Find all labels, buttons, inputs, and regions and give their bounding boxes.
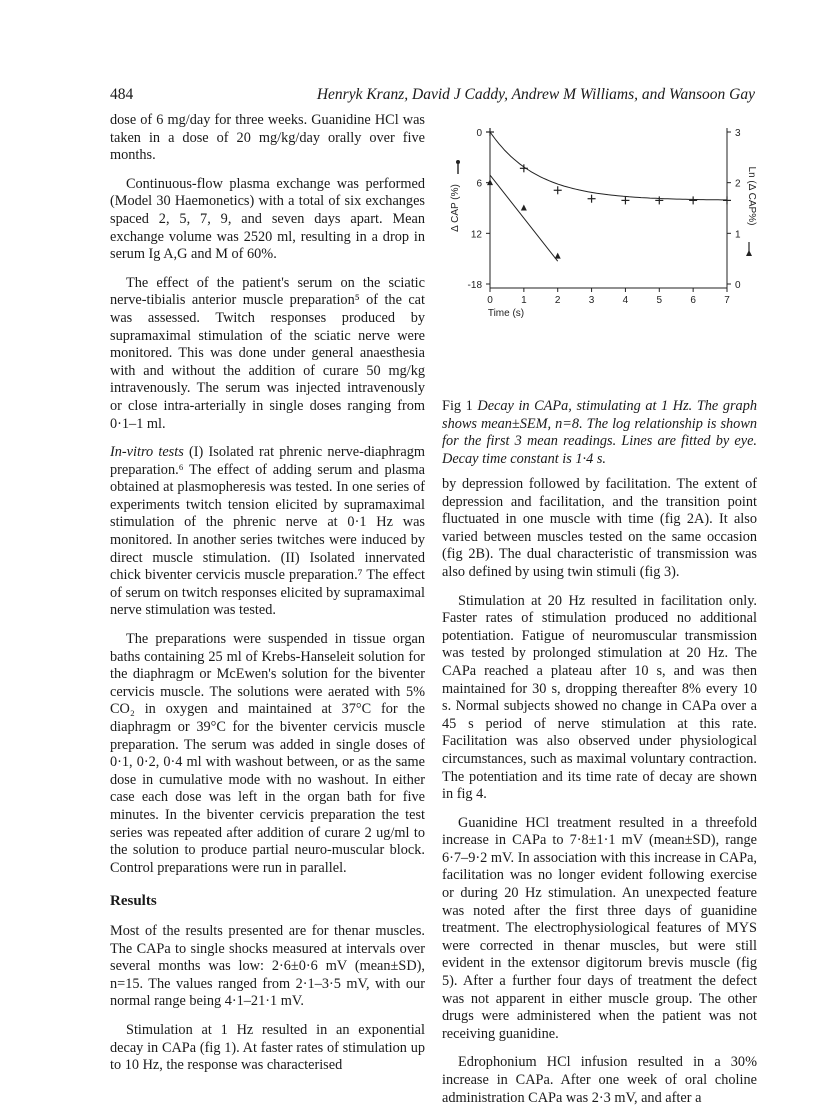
left-column: [110, 112, 425, 1086]
paragraph: Stimulation at 1 Hz resulted in an exponential decay in CAPa (fig 1). At faster rates of stimulation up to 10 Hz, the response was characterised: [110, 1021, 425, 1074]
paragraph: Most of the results presented are for thenar muscles. The CAPa to single shocks measured at intervals over several months was low: 2·6±0·6 mV (mean±SD), n=15. The values ranged from 2·1–3·5 mV, with our normal range being 4·1–21·1 mV.: [110, 922, 425, 1010]
x-tick-label: 1: [521, 295, 527, 306]
right-column: [442, 476, 757, 1118]
running-header: [110, 86, 755, 108]
y-right-axis-label: Ln (Δ CAP%): [746, 166, 757, 226]
x-tick-label: 2: [554, 295, 561, 306]
y-right-tick-label: 3: [735, 128, 741, 139]
results-heading: Results: [110, 893, 157, 910]
legend-triangle-icon: [746, 250, 752, 256]
data-point-ln: [521, 205, 527, 211]
in-vitro-heading: In-vitro tests: [110, 444, 184, 461]
paragraph: Guanidine HCl treatment resulted in a threefold increase in CAPa to 7·8±1·1 mV (mean±SD), range 6·7–9·2 mV. In association with this increase in CAPa, facilitation was no longer evident following exercise or during 20 Hz stimulation. An unexpected feature was noted after the first three days of guanidine treatment. The electrophysiological features of MYS were corrected in thenar muscles, but were still evident in the extensor digitorum brevis muscle (fig 5). After a further four days of treatment the defect was not apparent in either muscle group. The other drugs were administered when the patient was not receiving guanidine.: [442, 814, 757, 1042]
paragraph: Stimulation at 20 Hz resulted in facilitation only. Faster rates of stimulation produced no additional potentiation. Fatigue of neuromuscular transmission was tested by prolonged stimulation at 20 Hz. The CAPa reached a plateau after 10 s, and was then maintained for 30 s, dropping thereafter 8% every 10 s. Normal subjects showed no change in CAPa over a 45 s period of nerve stimulation at this rate. Facilitation was also observed under physiological circumstances, such as maximal voluntary contraction. The potentiation and its time rate of decay are shown in fig 4.: [442, 592, 757, 803]
data-point-cap: [588, 195, 596, 203]
paragraph: Continuous-flow plasma exchange was performed (Model 30 Haemonetics) with a total of six exchanges spaced 2, 5, 7, 9, and seven days apart. Mean exchange volume was 2520 ml, resulting in a drop in serum Ig A,G and M of 60%.: [110, 175, 425, 263]
running-authors: Henryk Kranz, David J Caddy, Andrew M Williams, and Wansoon Gay: [316, 86, 755, 103]
data-point-ln: [555, 253, 561, 259]
data-point-cap: [655, 196, 663, 204]
in-vitro-text: (I) Isolated rat phrenic nerve-diaphragm preparation.⁶ The effect of adding serum and plasma obtained at plasmopheresis was tested. In one series of experiments twitch tension elicited by supramaximal stimulation of the phrenic nerve at 0·1 Hz was monitored. In another series twitches were induced by direct muscle stimulation. (II) Isolated innervated chick biventer cervicis muscle preparation.⁷ The effect of serum on twitch responses elicited by supramaximal nerve stimulation was tested.: [110, 444, 425, 619]
paragraph-in-vitro: [110, 444, 425, 620]
y-right-tick-label: 2: [735, 178, 741, 190]
log-fit-line: [490, 175, 558, 261]
x-tick-label: 3: [588, 295, 595, 306]
data-point-cap: [621, 196, 629, 204]
y-right-tick-label: 1: [735, 229, 741, 241]
x-axis-label: Time (s): [487, 308, 525, 319]
y-left-tick-label: -18: [467, 280, 482, 291]
figure-caption: [442, 398, 757, 468]
decay-chart: [442, 114, 757, 394]
y-left-tick-label: 12: [470, 229, 482, 241]
data-point-cap: [486, 128, 494, 136]
paragraph: dose of 6 mg/day for three weeks. Guanidine HCl was taken in a dose of 20 mg/kg/day orally over five months.: [110, 112, 425, 164]
data-point-cap: [520, 164, 528, 172]
x-tick-label: 4: [622, 295, 629, 306]
x-tick-label: 0: [487, 295, 493, 306]
data-point-cap: [554, 186, 562, 194]
caption-label: Fig 1: [442, 398, 473, 414]
y-left-axis-label: Δ CAP (%): [450, 184, 461, 232]
data-point-cap: [723, 196, 731, 204]
legend-dot-icon: [456, 160, 460, 164]
page-number: 484: [110, 86, 134, 103]
decay-fit-line: [490, 132, 727, 200]
y-right-tick-label: 0: [735, 280, 741, 291]
x-tick-label: 5: [656, 295, 663, 306]
data-point-cap: [689, 196, 697, 204]
caption-text: Decay in CAPa, stimulating at 1 Hz. The graph shows mean±SEM, n=8. The log relationship is shown for the first 3 mean readings. Lines are fitted by eye. Decay time constant is 1·4 s.: [442, 398, 757, 467]
paragraph: Edrophonium HCl infusion resulted in a 30% increase in CAPa. After one week of oral choline administration CAPa was 2·3 mV, and after a: [442, 1054, 757, 1106]
data-point-ln: [487, 179, 493, 185]
x-tick-label: 7: [724, 295, 730, 306]
x-tick-label: 6: [690, 295, 696, 306]
paragraph: The preparations were suspended in tissue organ baths containing 25 ml of Krebs-Hanseleit solution for the diaphragm or McEwen's solution for the biventer cervicis muscle. The solutions were aerated with 5% CO₂ in oxygen and maintained at 37°C for the diaphragm or 39°C for the biventer cervicis muscle preparation. The serum was added in single doses of 0·1, 0·2, 0·4 ml with washout between, or as the same dose in cumulative mode with no washout. In either case each dose was left in the organ bath for five minutes. In the biventer cervicis preparation the test series was repeated after addition of curare 2 ug/ml to the solution to produce partial neuro-muscular block. Control preparations were run in parallel.: [110, 631, 425, 876]
y-left-tick-label: 0: [476, 128, 482, 139]
paragraph: by depression followed by facilitation. The extent of depression and facilitation, and the transition point fluctuated in one muscle with time (fig 2A). It also varied between muscles tested on the same occasion (fig 2B). The dual characteristic of transmission was also defined by using twin stimuli (fig 3).: [442, 476, 757, 580]
paragraph: The effect of the patient's serum on the sciatic nerve-tibialis anterior muscle preparation⁵ of the cat was assessed. Twitch responses produced by supramaximal stimulation of the sciatic nerve were monitored. This was done under general anaesthesia with and without the addition of curare 50 mg/kg intravenously. The serum was injected intravenously or close intra-arterially in single doses ranging from 0·1–1 ml.: [110, 274, 425, 432]
y-left-tick-label: 6: [476, 178, 482, 190]
